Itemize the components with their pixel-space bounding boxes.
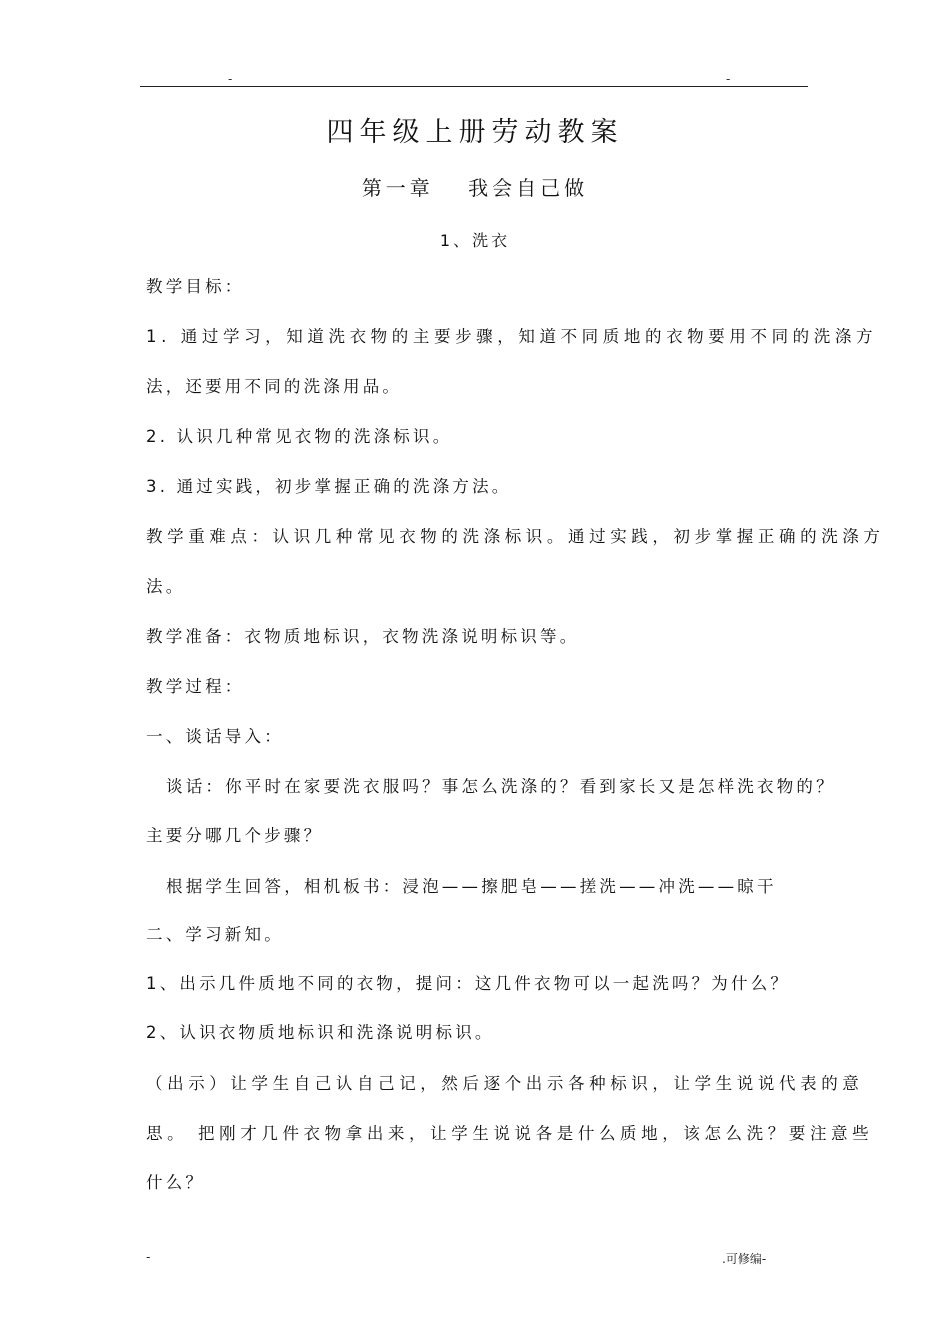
dialogue-line-2: 主要分哪几个步骤？ xyxy=(146,826,324,845)
step-2: 2、认识衣物质地标识和洗涤说明标识。 xyxy=(146,1023,495,1042)
board-writing: 根据学生回答，相机板书：浸泡——擦肥皂——搓洗——冲洗——晾干 xyxy=(166,877,777,896)
key-points-line-2: 法。 xyxy=(146,577,186,596)
chapter-heading: 第一章 我会自己做 xyxy=(361,176,589,200)
goal-2: 2. 认识几种常见衣物的洗涤标识。 xyxy=(146,427,453,446)
lesson-heading: 1、洗衣 xyxy=(439,231,511,250)
goal-1-line-2: 法，还要用不同的洗涤用品。 xyxy=(146,377,403,396)
key-points-line-1: 教学重难点：认识几种常见衣物的洗涤标识。通过实践，初步掌握正确的洗涤方 xyxy=(146,527,885,546)
document-title: 四年级上册劳动教案 xyxy=(326,117,624,148)
teaching-goals-heading: 教学目标： xyxy=(146,277,245,296)
goal-3: 3. 通过实践，初步掌握正确的洗涤方法。 xyxy=(146,477,512,496)
section-1-heading: 一、谈话导入： xyxy=(146,727,284,746)
step-2-detail-line-1: （出示）让学生自己认自己记，然后逐个出示各种标识，让学生说说代表的意 xyxy=(146,1074,864,1093)
footer-right: .可修编- xyxy=(722,1252,767,1266)
section-2-heading: 二、学习新知。 xyxy=(146,925,284,944)
step-2-detail-line-2: 思。 把刚才几件衣物拿出来，让学生说说各是什么质地，该怎么洗？要注意些 xyxy=(146,1124,874,1143)
step-2-detail-line-3: 什么？ xyxy=(146,1173,206,1192)
dialogue-line-1: 谈话：你平时在家要洗衣服吗？事怎么洗涤的？看到家长又是怎样洗衣物的？ xyxy=(166,777,836,796)
header-mark-left: - xyxy=(228,72,233,86)
step-1: 1、出示几件质地不同的衣物，提问：这几件衣物可以一起洗吗？为什么？ xyxy=(146,974,791,993)
goal-1-line-1: 1. 通过学习，知道洗衣物的主要步骤，知道不同质地的衣物要用不同的洗涤方 xyxy=(146,327,878,346)
preparation: 教学准备：衣物质地标识，衣物洗涤说明标识等。 xyxy=(146,627,580,646)
process-heading: 教学过程： xyxy=(146,677,245,696)
header-mark-right: - xyxy=(726,72,731,86)
footer-left: - xyxy=(146,1250,151,1264)
header-rule xyxy=(140,86,808,87)
